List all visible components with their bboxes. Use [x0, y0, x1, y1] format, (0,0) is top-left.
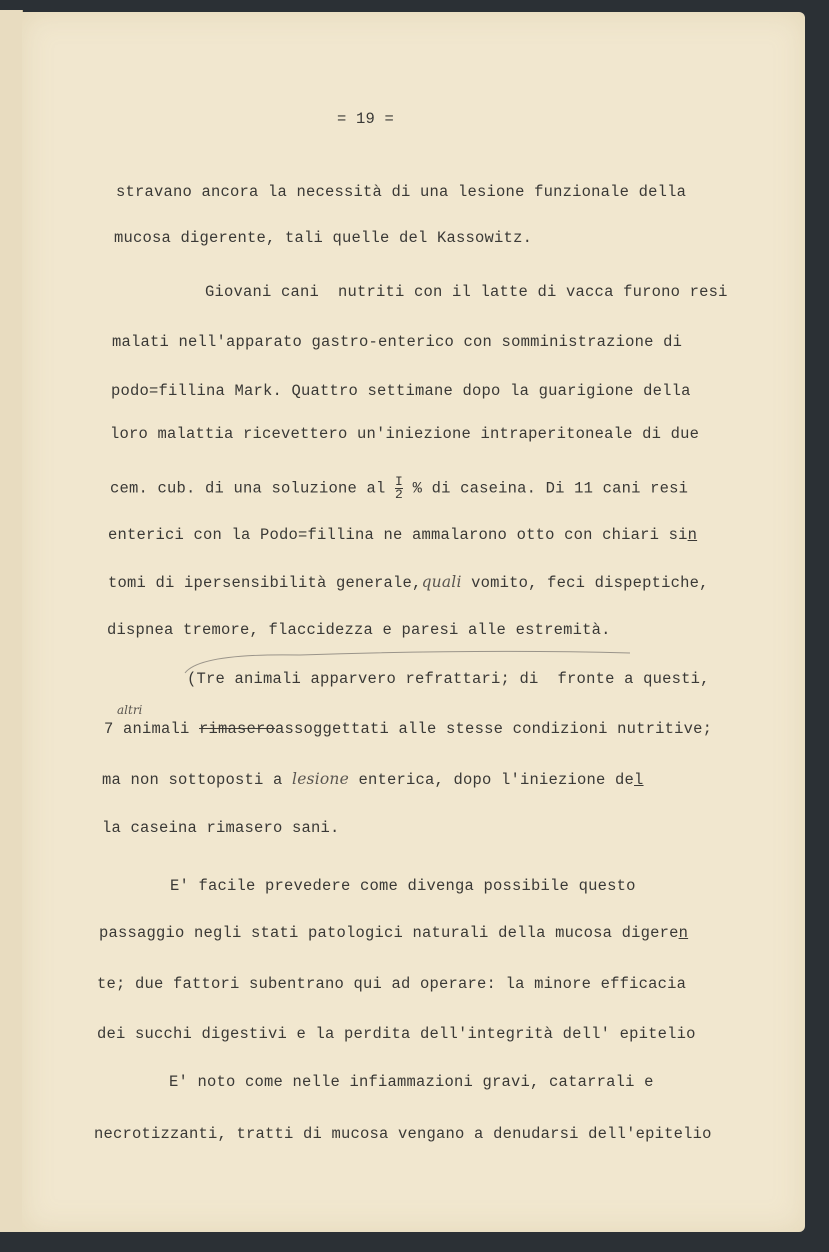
- text-line: malati nell'apparato gastro-enterico con somministrazione di: [112, 333, 683, 351]
- handwritten-note: altri: [117, 703, 143, 717]
- text-line: E' facile prevedere come divenga possibile questo: [170, 877, 636, 895]
- text-line: necrotizzanti, tratti di mucosa vengano a denudarsi dell'epitelio: [94, 1125, 712, 1143]
- text-line: te; due fattori subentrano qui ad operare: la minore efficacia: [97, 975, 687, 993]
- fraction: [395, 476, 403, 501]
- underlined-char: n: [678, 924, 689, 942]
- text-line: stravano ancora la necessità di una lesione funzionale della: [116, 183, 687, 201]
- underlined-char: l: [634, 771, 644, 789]
- text-line: loro malattia ricevettero un'iniezione intraperitoneale di due: [110, 425, 700, 443]
- text-segment: % di caseina. Di 11 cani resi: [403, 479, 689, 498]
- text-line: mucosa digerente, tali quelle del Kassowitz.: [114, 229, 533, 247]
- struck-word: rimasero: [199, 720, 276, 738]
- text-segment: enterica, dopo l'iniezione de: [348, 771, 635, 789]
- text-segment: ma non sottoposti a: [102, 771, 293, 789]
- text-segment: assoggettati alle stesse condizioni nutritive;: [275, 720, 713, 738]
- text-line: [99, 924, 688, 942]
- text-line: Giovani cani nutriti con il latte di vacca furono resi: [205, 283, 728, 301]
- text-segment: passaggio negli stati patologici naturali della mucosa digere: [99, 924, 679, 942]
- fraction-denominator: 2: [395, 487, 404, 502]
- handwritten-insertion: lesione: [292, 770, 349, 788]
- text-line: [108, 526, 697, 544]
- text-line: E' noto come nelle infiammazioni gravi, catarrali e: [169, 1073, 654, 1091]
- text-segment: tomi di ipersensibilità generale,: [108, 574, 422, 592]
- handwritten-insertion: quali: [421, 573, 462, 591]
- text-segment: enterici con la Podo=fillina ne ammalarono otto con chiari si: [108, 526, 688, 544]
- text-line: [108, 573, 709, 592]
- text-line: [102, 770, 644, 789]
- text-segment: vomito, feci dispeptiche,: [461, 574, 709, 592]
- text-segment: cem. cub. di una soluzione al: [110, 479, 396, 498]
- text-line: la caseina rimasero sani.: [102, 819, 340, 837]
- page-number: = 19 =: [337, 110, 395, 128]
- text-line: dispnea tremore, flaccidezza e paresi alle estremità.: [107, 621, 611, 639]
- text-line: [104, 720, 712, 738]
- text-line: podo=fillina Mark. Quattro settimane dopo la guarigione della: [111, 382, 691, 400]
- text-segment: 7 animali: [104, 720, 200, 738]
- text-line: (Tre animali apparvero refrattari; di fronte a questi,: [187, 670, 710, 688]
- underlined-char: n: [687, 526, 698, 544]
- fraction-numerator: I: [395, 474, 404, 489]
- text-line: dei succhi digestivi e la perdita dell'integrità dell' epitelio: [97, 1025, 696, 1043]
- adjacent-page-edge: [0, 10, 23, 1232]
- text-line: [110, 476, 688, 501]
